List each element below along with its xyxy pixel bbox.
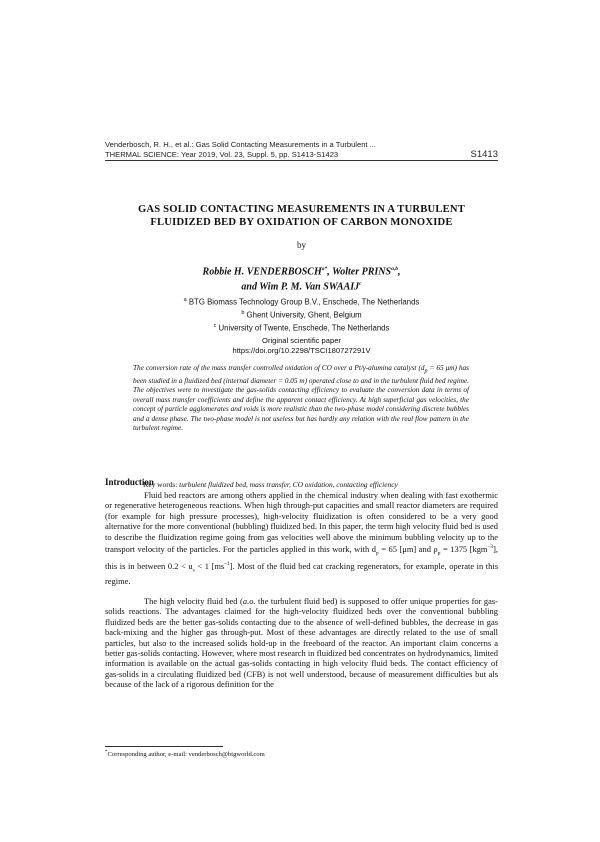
- header-rule: [105, 160, 498, 161]
- p2-text-1: The high velocity fluid bed (: [144, 596, 243, 606]
- abstract-text-1: The conversion rate of the mass transfer controlled oxidation of CO over a Pt/γ-alumina catalyst (d: [133, 364, 425, 372]
- p1-text-6: ]. Most of the fluid bed cat cracking regenerators, for example, operate in this regime.: [105, 560, 499, 586]
- author-2-affil: a,b: [391, 266, 398, 272]
- affiliation-a-mark: a: [183, 297, 187, 303]
- affiliation-b: [105, 308, 498, 321]
- p1-text-3: = 1375 [kgm: [440, 543, 488, 554]
- affiliation-c-text: University of Twente, Enschede, The Netherlands: [218, 323, 390, 333]
- keywords-label: Key words:: [143, 480, 178, 489]
- paragraph-1: [105, 490, 498, 586]
- authors-line1: Robbie H. $VENDERBOSCH^{a*}$, Wolter PRINS$^{a,b}$,: [202, 266, 401, 278]
- page-number: S1413: [470, 149, 498, 160]
- footnote-mark: *: [105, 750, 108, 755]
- affiliation-a-text: BTG Biomass Technology Group B.V., Enschede, The Netherlands: [188, 297, 420, 307]
- keywords-value: turbulent fluidized bed, mass transfer, CO oxidation, contacting efficiency: [179, 480, 398, 489]
- p1-sup-ms: –1: [224, 560, 230, 567]
- p1-sub-rho: p: [437, 550, 441, 557]
- author-2: Wolter PRINS: [332, 266, 392, 278]
- journal-info: THERMAL SCIENCE: Year 2019, Vol. 23, Suppl. 5, pp. S1413-S1423: [105, 150, 339, 159]
- authors: [105, 263, 498, 294]
- doi-link[interactable]: https://doi.org/10.2298/TSCI180727291V: [232, 345, 371, 355]
- affiliation-c-mark: c: [213, 322, 217, 329]
- abstract: [133, 364, 469, 434]
- abstract-sub-p: p: [424, 368, 428, 375]
- author-1-affil: a*: [321, 266, 328, 272]
- author-1: Robbie H. VENDERBOSCH: [202, 266, 322, 278]
- by-label: by: [297, 240, 306, 250]
- p1-text-2: = 65 [μm] and ρ: [378, 543, 438, 554]
- section-heading-introduction: Introduction: [105, 477, 154, 487]
- abstract-text-2: = 65 μm) has been studied in a fluidized bed (internal diameter = 0.05 m) operated close to and in the turbulent fluid bed regime. The objectives were to investigate the gas-solids contacting efficiency to evaluate the conversion data in terms of overall mass transfer coefficients and define the apparent contact efficiency. At high superficial gas velocities, the concept of particle agglomerates and voids is more realistic than the two-phase model considering discrete bubbles and a dense phase. The two-phase model is not useless but has hardly any relation with the real flow pattern in the turbulent regime.: [133, 364, 469, 433]
- p1-text-4: ], this is in between 0.2 < u: [105, 543, 498, 571]
- p1-sub-us: s: [192, 567, 195, 574]
- footnote: [105, 750, 265, 758]
- footnote-text: Corresponding author, e-mail: venderbosch@btgworld.com: [107, 751, 265, 759]
- keywords: [143, 480, 469, 489]
- p1-sub-dp: p: [375, 550, 379, 557]
- authors-line2: [105, 278, 498, 293]
- affiliation-b-mark: b: [241, 309, 245, 316]
- affiliation-a: [105, 295, 498, 308]
- p2-italic-ao: a.o.: [242, 596, 256, 606]
- footnote-rule: [105, 746, 223, 747]
- p1-text-1: Fluid bed reactors are among others applied in the chemical industry when dealing with fast exothermic or regenerative heterogeneous reactions. When high through-put capacities and small reactor diameters are required (for example for high pressure processes), high-velocity fluidization is often considered to be a very good alternative for the more conventional (bubbling) fluidized bed. In this paper, the term high velocity fluid bed is used to describe the fluidization regime going from gas velocities well above the minimum bubbling velocity up to the transport velocity of the particles. For the particles applied in this work, with d: [105, 490, 498, 554]
- paper-title: [105, 204, 498, 229]
- p1-text-5: < 1 [ms: [194, 560, 225, 571]
- affiliations: [105, 295, 498, 334]
- affiliation-b-text: Ghent University, Ghent, Belgium: [246, 310, 362, 320]
- paragraph-2: [105, 596, 498, 690]
- running-header-line1: Venderbosch, R. H., et al.: Gas Solid Contacting Measurements in a Turbulent ...: [105, 140, 376, 149]
- author-3-affil: c: [359, 281, 362, 288]
- affiliation-c: [105, 321, 498, 334]
- paper-type: Original scientific paper: [262, 336, 341, 345]
- p2-text-2: the turbulent fluid bed) is supposed to offer unique properties for gas-solids reactions. The advantages claimed for the high-velocity fluidized beds over the conventional bubbling fluidized beds are the better gas-solids contacting due to the absence of well-defined bubbles, the decrease in gas back-mixing and the higher gas through-put. Most of these advantages are directly related to the use of small particles, but also to the increased solids hold-up in the freeboard of the reactor. An important claim concerns a better gas-solids contacting. However, where most research in fluidized bed concentrates on hydrodynamics, limited information is available on the actual gas-solids contacting in high velocity fluid beds. The contact efficiency of gas-solids in a circulating fluidized bed (CFB) is not well understood, because of measurement difficulties but als because of the lack of a rigorous definition for the: [105, 596, 498, 690]
- p1-sup-kgm: –3: [487, 544, 494, 551]
- author-3: and Wim P. M. Van SWAAIJ: [241, 281, 360, 293]
- title-line2: FLUIDIZED BED BY OXIDATION OF CARBON MONOXIDE: [150, 216, 453, 228]
- running-header-line2: [105, 150, 498, 159]
- title-line1: GAS SOLID CONTACTING MEASUREMENTS IN A TURBULENT: [137, 204, 466, 215]
- paper-type-block: [105, 336, 498, 355]
